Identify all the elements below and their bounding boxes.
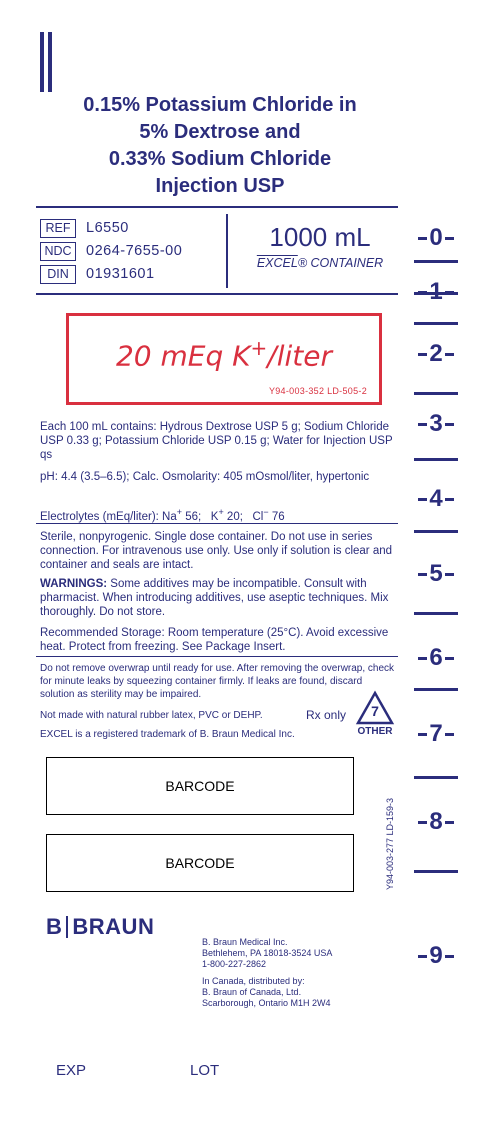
warnings-label: WARNINGS: xyxy=(40,578,108,590)
ndc-value: 0264-7655-00 xyxy=(86,243,183,259)
scale-label-9: 9 xyxy=(416,942,455,969)
sterile-text: Sterile, nonpyrogenic. Single dose container. Do not use in series connection. For intravenous use only. Use only if solution is clear and container and seals are intact. xyxy=(40,531,393,571)
code-volume-separator xyxy=(226,214,228,288)
din-label: DIN xyxy=(40,265,76,284)
cl-value: 76 xyxy=(268,510,285,523)
container-suffix: ® CONTAINER xyxy=(297,256,384,270)
scale-mark-3 xyxy=(414,410,458,438)
manufacturer-name: B. Braun Medical Inc. xyxy=(202,937,288,947)
trademark-text: EXCEL is a registered trademark of B. Braun Medical Inc. xyxy=(40,729,295,740)
divider-usage xyxy=(36,656,398,657)
concentration-unit: /liter xyxy=(267,339,332,373)
na-value: 56; K xyxy=(182,510,219,523)
warnings-body: Some additives may be incompatible. Consult with pharmacist. When introducing additives, use aseptic techniques. Mix thoroughly. Do not store. xyxy=(40,578,389,618)
scale-mark-2 xyxy=(414,340,458,368)
k-charge: + xyxy=(218,507,224,517)
barcode-1-label: BARCODE xyxy=(165,778,235,794)
electrolytes-label: Electrolytes (mEq/liter): Na xyxy=(40,510,177,523)
recycle-number: 7 xyxy=(371,703,379,719)
cl-charge: − xyxy=(263,507,269,517)
manufacturer-address: Bethlehem, PA 18018-3524 USA xyxy=(202,948,333,958)
k-value: 20; Cl xyxy=(223,510,264,523)
ref-row xyxy=(40,218,129,238)
scale-tick-8 xyxy=(414,776,458,779)
lot-label: LOT xyxy=(190,1062,220,1079)
product-title xyxy=(30,92,410,200)
din-value: 01931601 xyxy=(86,266,155,282)
ref-value: L6550 xyxy=(86,220,129,236)
warnings-text xyxy=(40,577,396,619)
scale-mark-7 xyxy=(414,720,458,748)
canada-intro: In Canada, distributed by: xyxy=(202,976,305,986)
scale-tick-2 xyxy=(414,322,458,325)
canada-address: Scarborough, Ontario M1H 2W4 xyxy=(202,998,331,1008)
barcode-box-1 xyxy=(46,757,354,815)
electrolytes-text xyxy=(40,505,396,524)
vertical-label-code: Y94-003-277 LD-159-3 xyxy=(385,797,395,890)
scale-tick-3 xyxy=(414,392,458,395)
container-type xyxy=(242,256,398,270)
title-line-2: 5% Dextrose and xyxy=(139,121,301,143)
scale-label-0: 0 xyxy=(416,224,455,251)
rx-only: Rx only xyxy=(306,708,347,722)
title-line-1: 0.15% Potassium Chloride in xyxy=(83,94,357,116)
scale-mark-6 xyxy=(414,644,458,672)
scale-tick-7 xyxy=(414,688,458,691)
canada-name: B. Braun of Canada, Ltd. xyxy=(202,987,302,997)
concentration-code: Y94-003-352 LD-505-2 xyxy=(268,386,367,396)
scale-label-6: 6 xyxy=(416,644,455,671)
concentration-text xyxy=(69,336,379,372)
divider-top xyxy=(36,206,398,208)
scale-tick-5 xyxy=(414,530,458,533)
braun-logo xyxy=(46,914,154,940)
manufacturer-phone: 1-800-227-2862 xyxy=(202,959,267,969)
scale-label-4: 4 xyxy=(416,485,455,512)
scale-label-5: 5 xyxy=(416,560,455,587)
concentration-value: 20 mEq K xyxy=(115,339,251,373)
volume: 1000 mL xyxy=(269,222,371,252)
ndc-row xyxy=(40,241,182,261)
logo-b: B xyxy=(46,914,63,939)
latex-text: Not made with natural rubber latex, PVC or DEHP. xyxy=(40,710,263,721)
scale-mark-0 xyxy=(414,224,458,252)
ndc-label: NDC xyxy=(40,242,76,261)
label-marker-bar-2 xyxy=(48,32,52,92)
scale-mark-8 xyxy=(414,808,458,836)
scale-label-3: 3 xyxy=(416,410,455,437)
ref-label: REF xyxy=(40,219,76,238)
divider-codes xyxy=(36,293,398,295)
barcode-box-2 xyxy=(46,834,354,892)
scale-label-2: 2 xyxy=(416,340,455,367)
na-charge: + xyxy=(176,507,183,517)
divider-composition xyxy=(36,523,398,524)
concentration-box xyxy=(66,313,382,405)
logo-divider xyxy=(66,916,68,938)
scale-tick-9 xyxy=(414,870,458,873)
recycle-label: OTHER xyxy=(357,726,393,737)
scale-tick-6 xyxy=(414,612,458,615)
din-row xyxy=(40,264,155,284)
label-marker-bar-1 xyxy=(40,32,44,92)
ph-text: pH: 4.4 (3.5–6.5); Calc. Osmolarity: 405 mOsmol/liter, hypertonic xyxy=(40,471,370,483)
potassium-charge: + xyxy=(250,336,268,360)
storage-text: Recommended Storage: Room temperature (25°C). Avoid excessive heat. Protect from freezing. See Package Insert. xyxy=(40,627,389,653)
contents-text: Each 100 mL contains: Hydrous Dextrose USP 5 g; Sodium Chloride USP 0.33 g; Potassium Chloride USP 0.15 g; Water for Injection USP qs xyxy=(40,421,393,461)
recycle-triangle-icon xyxy=(355,690,395,738)
container-brand: EXCEL xyxy=(256,256,298,270)
scale-tick-4 xyxy=(414,458,458,461)
scale-mark-5 xyxy=(414,560,458,588)
logo-name: BRAUN xyxy=(72,914,155,939)
overwrap-text: Do not remove overwrap until ready for use. After removing the overwrap, check for minute leaks by squeezing container firmly. If leaks are found, discard solution as sterility may be impaired. xyxy=(40,663,395,700)
barcode-2-label: BARCODE xyxy=(165,855,235,871)
scale-tick-1 xyxy=(414,292,458,295)
scale-tick-0 xyxy=(414,260,458,263)
scale-mark-9 xyxy=(414,942,458,970)
scale-label-8: 8 xyxy=(416,808,455,835)
exp-label: EXP xyxy=(56,1062,87,1079)
scale-label-7: 7 xyxy=(416,720,455,747)
scale-mark-4 xyxy=(414,485,458,513)
title-line-4: Injection USP xyxy=(155,175,285,197)
title-line-3: 0.33% Sodium Chloride xyxy=(108,148,332,170)
